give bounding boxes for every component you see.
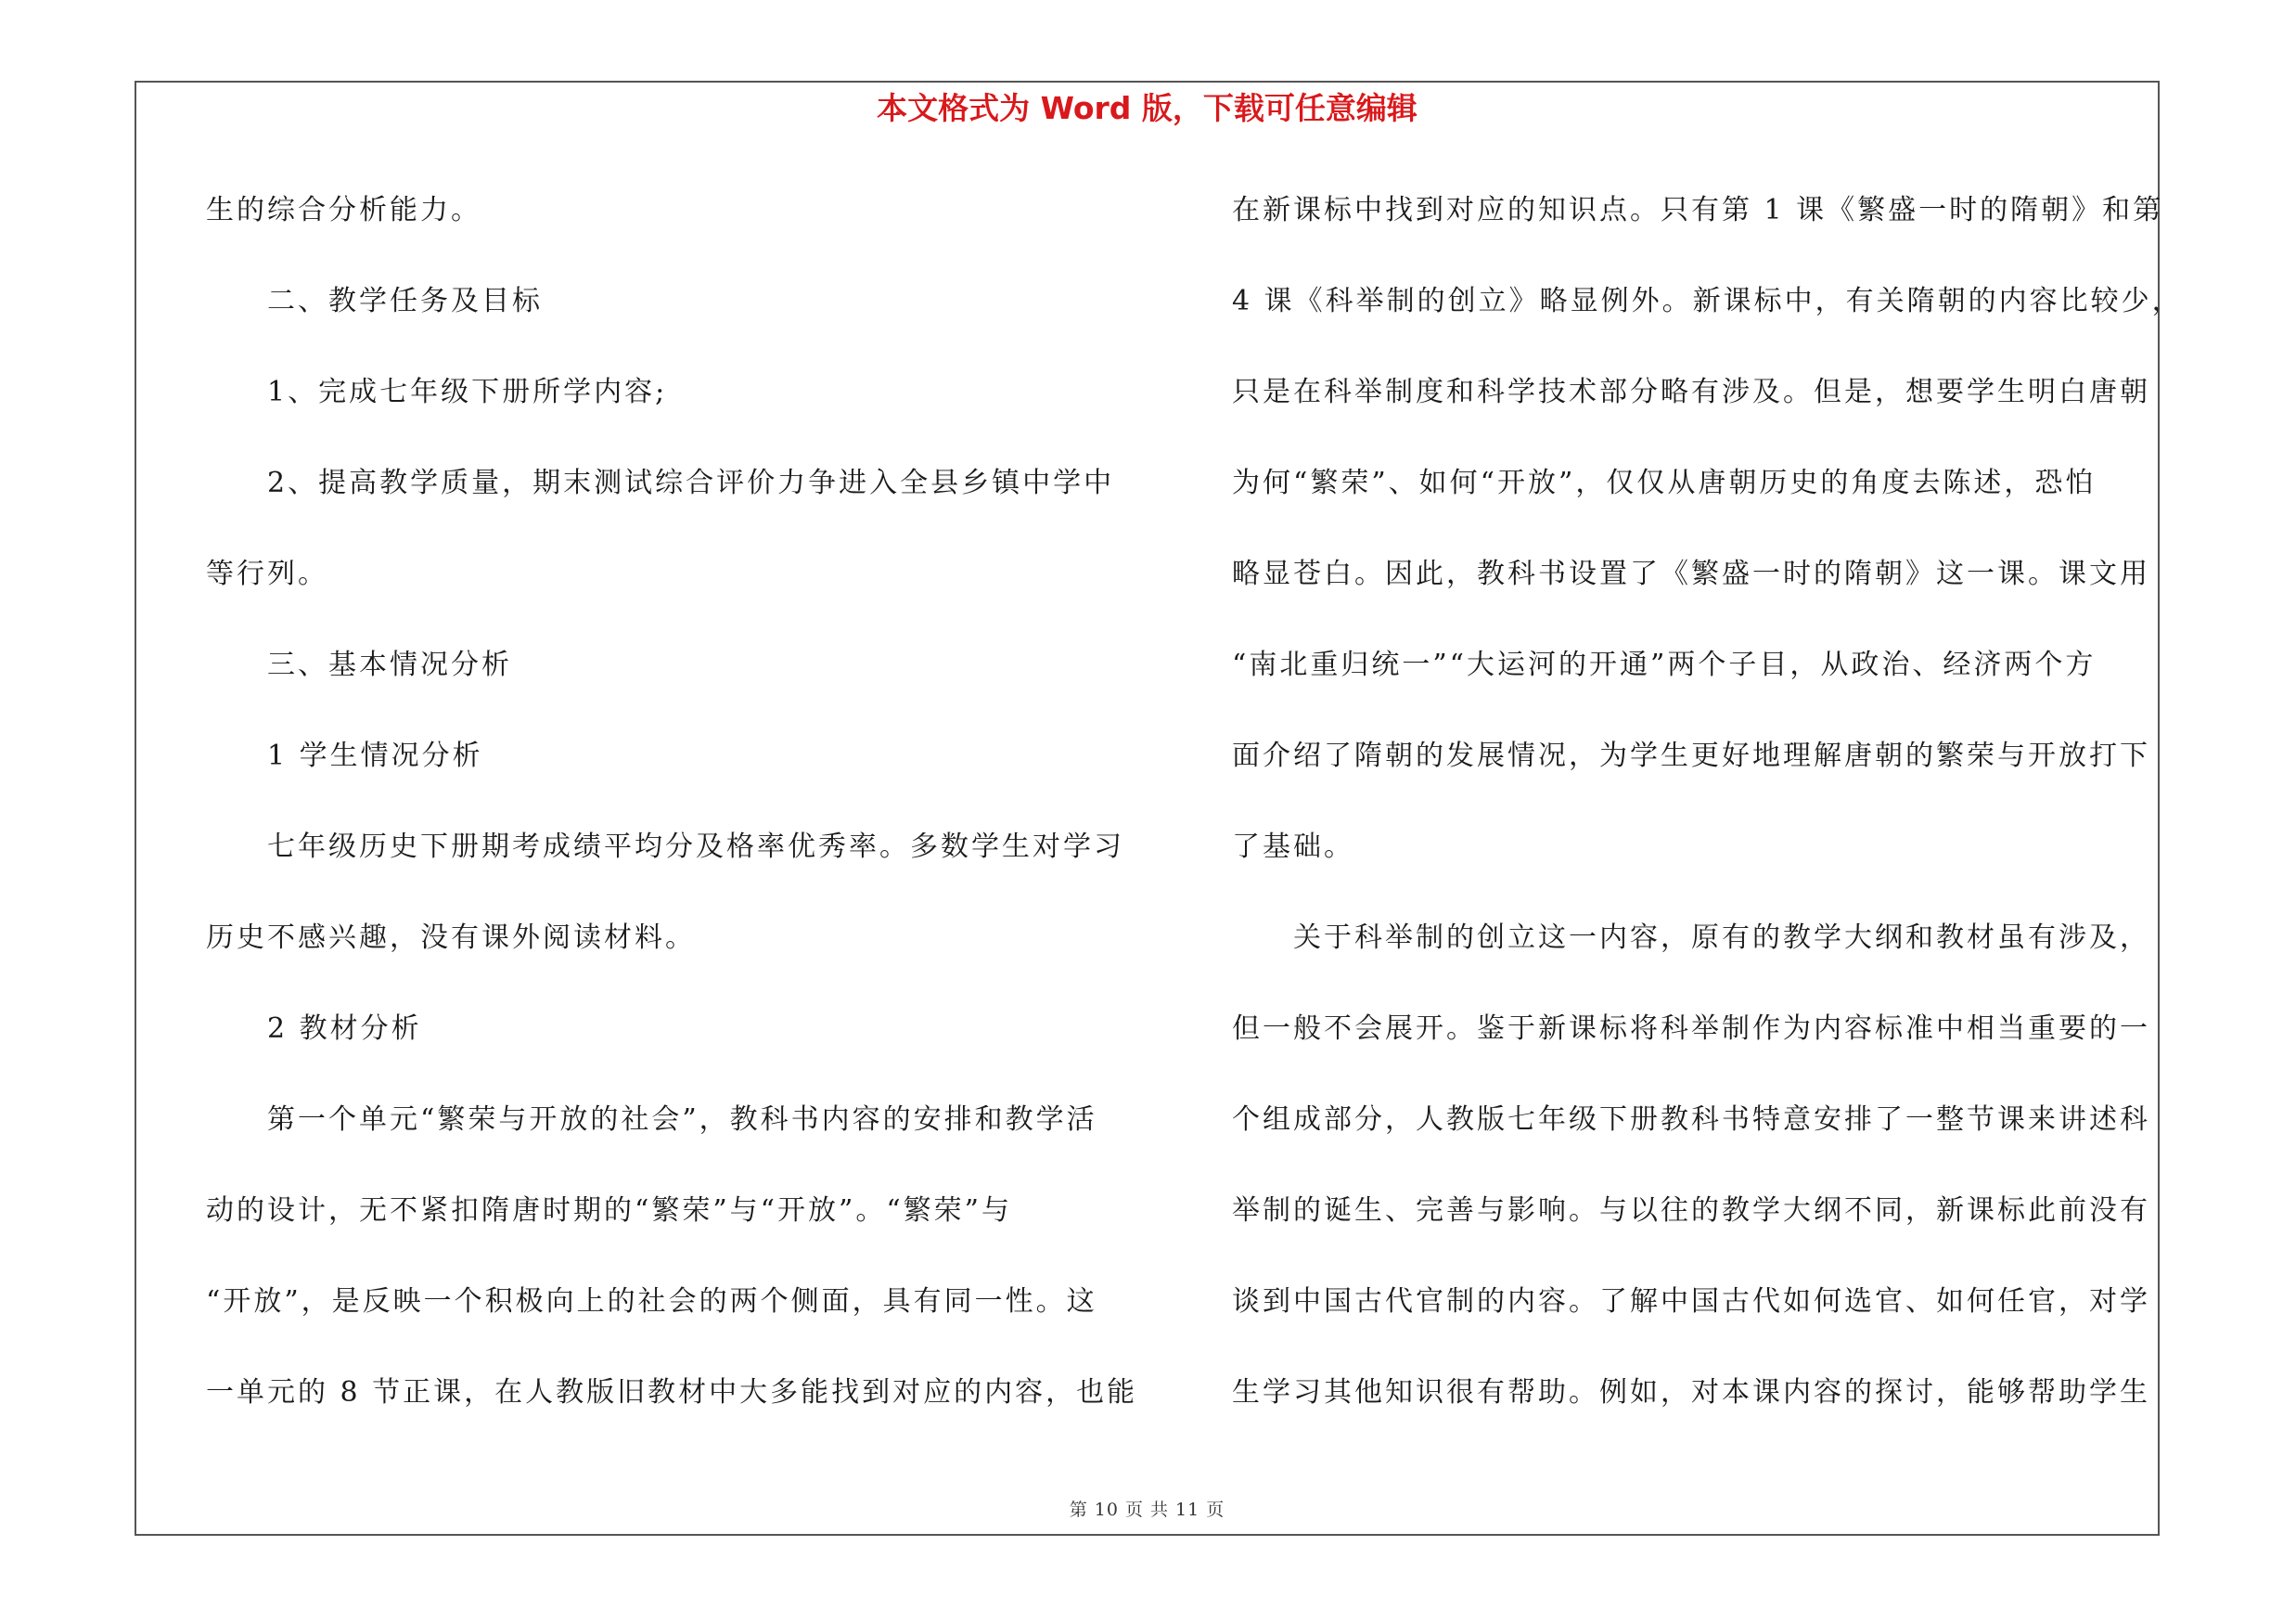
paragraph-line: “南北重归统一”“大运河的开通”两个子目，从政治、经济两个方 xyxy=(1232,649,2097,681)
paragraph-line: 生的综合分析能力。 xyxy=(206,194,481,226)
paragraph-line: 但一般不会展开。鉴于新课标将科举制作为内容标准中相当重要的一 xyxy=(1232,1012,2150,1045)
paragraph-line: 4 课《科举制的创立》略显例外。新课标中，有关隋朝的内容比较少， xyxy=(1232,285,2183,317)
paragraph-line: 在新课标中找到对应的知识点。只有第 1 课《繁盛一时的隋朝》和第 xyxy=(1232,194,2164,226)
paragraph-line: 关于科举制的创立这一内容，原有的教学大纲和教材虽有涉及， xyxy=(1293,921,2150,954)
right-text-column xyxy=(1232,183,2187,1456)
page-number-footer: 第 10 页 共 11 页 xyxy=(1069,1500,1225,1520)
paragraph-line: 为何“繁荣”、如何“开放”，仅仅从唐朝历史的角度去陈述，恐怕 xyxy=(1232,467,2097,499)
paragraph-line: 七年级历史下册期考成绩平均分及格率优秀率。多数学生对学习 xyxy=(267,831,1124,863)
paragraph-line: 个组成部分，人教版七年级下册教科书特意安排了一整节课来讲述科 xyxy=(1232,1103,2150,1136)
paragraph-line: 第一个单元“繁荣与开放的社会”，教科书内容的安排和教学活 xyxy=(267,1103,1097,1136)
subsection-heading: 1 学生情况分析 xyxy=(267,740,483,772)
list-item: 2、提高教学质量，期末测试综合评价力争进入全县乡镇中学中 xyxy=(267,467,1115,499)
paragraph-line: 一单元的 8 节正课，在人教版旧教材中大多能找到对应的内容，也能 xyxy=(206,1376,1138,1409)
paragraph-line: 略显苍白。因此，教科书设置了《繁盛一时的隋朝》这一课。课文用 xyxy=(1232,558,2150,590)
paragraph-line: 举制的诞生、完善与影响。与以往的教学大纲不同，新课标此前没有 xyxy=(1232,1194,2150,1227)
paragraph-line: “开放”，是反映一个积极向上的社会的两个侧面，具有同一性。这 xyxy=(206,1285,1097,1318)
document-header-banner: 本文格式为 Word 版，下载可任意编辑 xyxy=(877,90,1417,126)
paragraph-line: 生学习其他知识很有帮助。例如，对本课内容的探讨，能够帮助学生 xyxy=(1232,1376,2150,1409)
paragraph-line: 等行列。 xyxy=(206,558,328,590)
section-heading: 二、教学任务及目标 xyxy=(267,285,543,317)
list-item: 1、完成七年级下册所学内容; xyxy=(267,376,668,408)
paragraph-line: 只是在科举制度和科学技术部分略有涉及。但是，想要学生明白唐朝 xyxy=(1232,376,2150,408)
subsection-heading: 2 教材分析 xyxy=(267,1012,422,1045)
section-heading: 三、基本情况分析 xyxy=(267,649,512,681)
paragraph-line: 历史不感兴趣，没有课外阅读材料。 xyxy=(206,921,696,954)
left-text-column xyxy=(206,183,1138,1456)
paragraph-line: 了基础。 xyxy=(1232,831,1354,863)
paragraph-line: 面介绍了隋朝的发展情况，为学生更好地理解唐朝的繁荣与开放打下 xyxy=(1232,740,2150,772)
paragraph-line: 谈到中国古代官制的内容。了解中国古代如何选官、如何任官，对学 xyxy=(1232,1285,2150,1318)
paragraph-line: 动的设计，无不紧扣隋唐时期的“繁荣”与“开放”。“繁荣”与 xyxy=(206,1194,1013,1227)
